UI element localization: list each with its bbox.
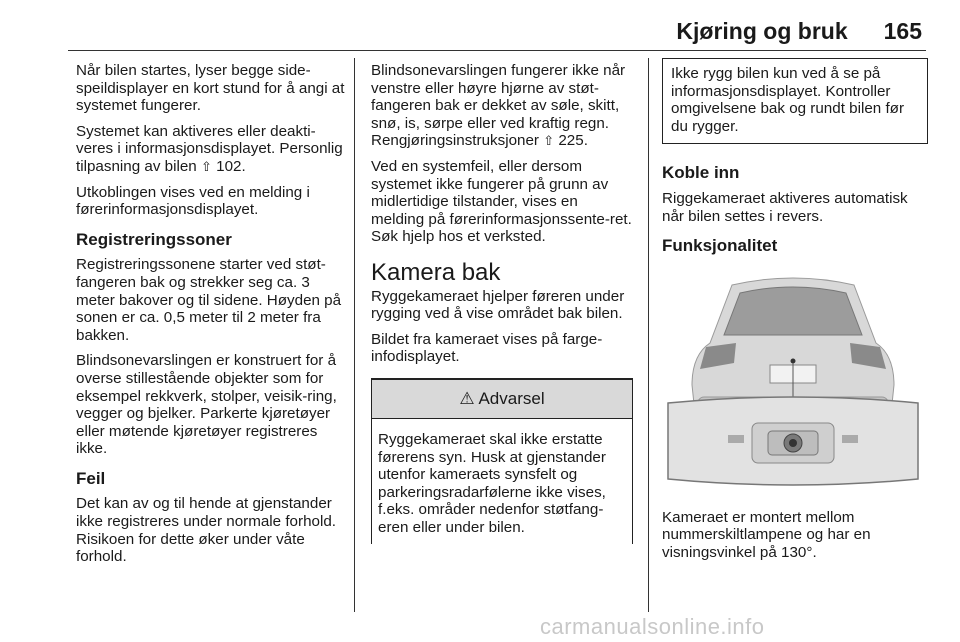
- paragraph: Blindsonevarslingen er konstruert for å overse stillestående objekter som for eksempel rekkverk, stolper, veisik-ring, vegger og bjelker. Parkerte kjøretøyer eller møtende kjøretøyer registreres ikke.: [76, 352, 337, 458]
- warning-triangle-icon: ⚠: [459, 388, 475, 408]
- page-number: 165: [883, 18, 922, 44]
- warning-text: Ryggekameraet skal ikke erstatte førerens syn. Husk at gjenstander utenfor kameraets synsfelt og parkeringsradarfølerne ikke vises, f.eks. områder nedenfor støtfang-eren eller under bilen.: [378, 430, 606, 536]
- column-1: [76, 62, 352, 574]
- page-ref-arrow-icon: ⇧: [543, 133, 555, 149]
- car-rear-camera-image: [662, 265, 924, 495]
- paragraph: Ryggekameraet hjelper føreren under rygging ved å vise området bak bilen.: [371, 287, 625, 323]
- paragraph: [76, 123, 352, 176]
- page-header: [676, 18, 922, 45]
- warning-header: [372, 378, 632, 419]
- section-heading: Feil: [76, 468, 106, 488]
- notice-box: Ikke rygg bilen kun ved å se på informasjonsdisplayet. Kontroller omgivelsene bak og rundt bilen før du rygger.: [662, 58, 928, 144]
- header-divider: [68, 50, 926, 51]
- page-ref: 102.: [216, 157, 246, 175]
- page-ref-arrow-icon: ⇧: [200, 158, 212, 174]
- page-ref: 225.: [558, 132, 588, 150]
- chapter-heading: Kamera bak: [371, 258, 501, 286]
- section-heading: Funksjonalitet: [662, 236, 778, 256]
- paragraph: Bildet fra kameraet vises på farge-infodisplayet.: [371, 330, 603, 366]
- section-heading: Koble inn: [662, 163, 740, 183]
- paragraph-text: Systemet kan aktiveres eller deakti-veres i informasjonsdisplayet. Personlig tilpasning av bilen: [76, 122, 343, 175]
- section-heading: Registreringssoner: [76, 229, 232, 249]
- paragraph: Utkoblingen vises ved en melding i førerinformasjonsdisplayet.: [76, 183, 310, 219]
- paragraph-text: Blindsonevarslingen fungerer ikke når venstre eller høyre hjørne av støt-fangeren bak er dekket av søle, skitt, snø, is, sørpe eller ved kraftig regn. Rengjøringsinstruksjoner: [371, 62, 626, 150]
- paragraph: Ved en systemfeil, eller dersom systemet ikke fungerer på grunn av midlertidige tilstander, vises en melding på førerinformasjonssente-ret. Søk hjelp hos et verksted.: [371, 157, 632, 246]
- warning-title: Advarsel: [478, 388, 545, 408]
- section-title: Kjøring og bruk: [676, 18, 848, 44]
- watermark: carmanualsonline.info: [540, 614, 765, 639]
- paragraph: Når bilen startes, lyser begge side-speildisplayer en kort stund for å angi at systemet fungerer.: [76, 62, 345, 115]
- column-divider-2: [648, 58, 649, 612]
- paragraph: Det kan av og til hende at gjenstander ikke registreres under normale forhold. Risikoen for dette øker under våte forhold.: [76, 495, 336, 566]
- paragraph: Kameraet er montert mellom nummerskiltlampene og har en visningsvinkel på 130°.: [662, 508, 871, 561]
- paragraph: Registreringssonene starter ved støt-fangeren bak og strekker seg ca. 3 meter bakover og til sidene. Høyden på sonen er ca. 0,5 meter til 2 meter fra bakken.: [76, 256, 342, 344]
- paragraph: [371, 62, 633, 150]
- column-2: [371, 62, 633, 544]
- rear-camera-illustration: [662, 265, 924, 495]
- paragraph: Riggekameraet aktiveres automatisk når bilen settes i revers.: [662, 189, 908, 225]
- warning-box: [371, 378, 633, 545]
- column-divider-1: [354, 58, 355, 612]
- column-3: [662, 62, 928, 570]
